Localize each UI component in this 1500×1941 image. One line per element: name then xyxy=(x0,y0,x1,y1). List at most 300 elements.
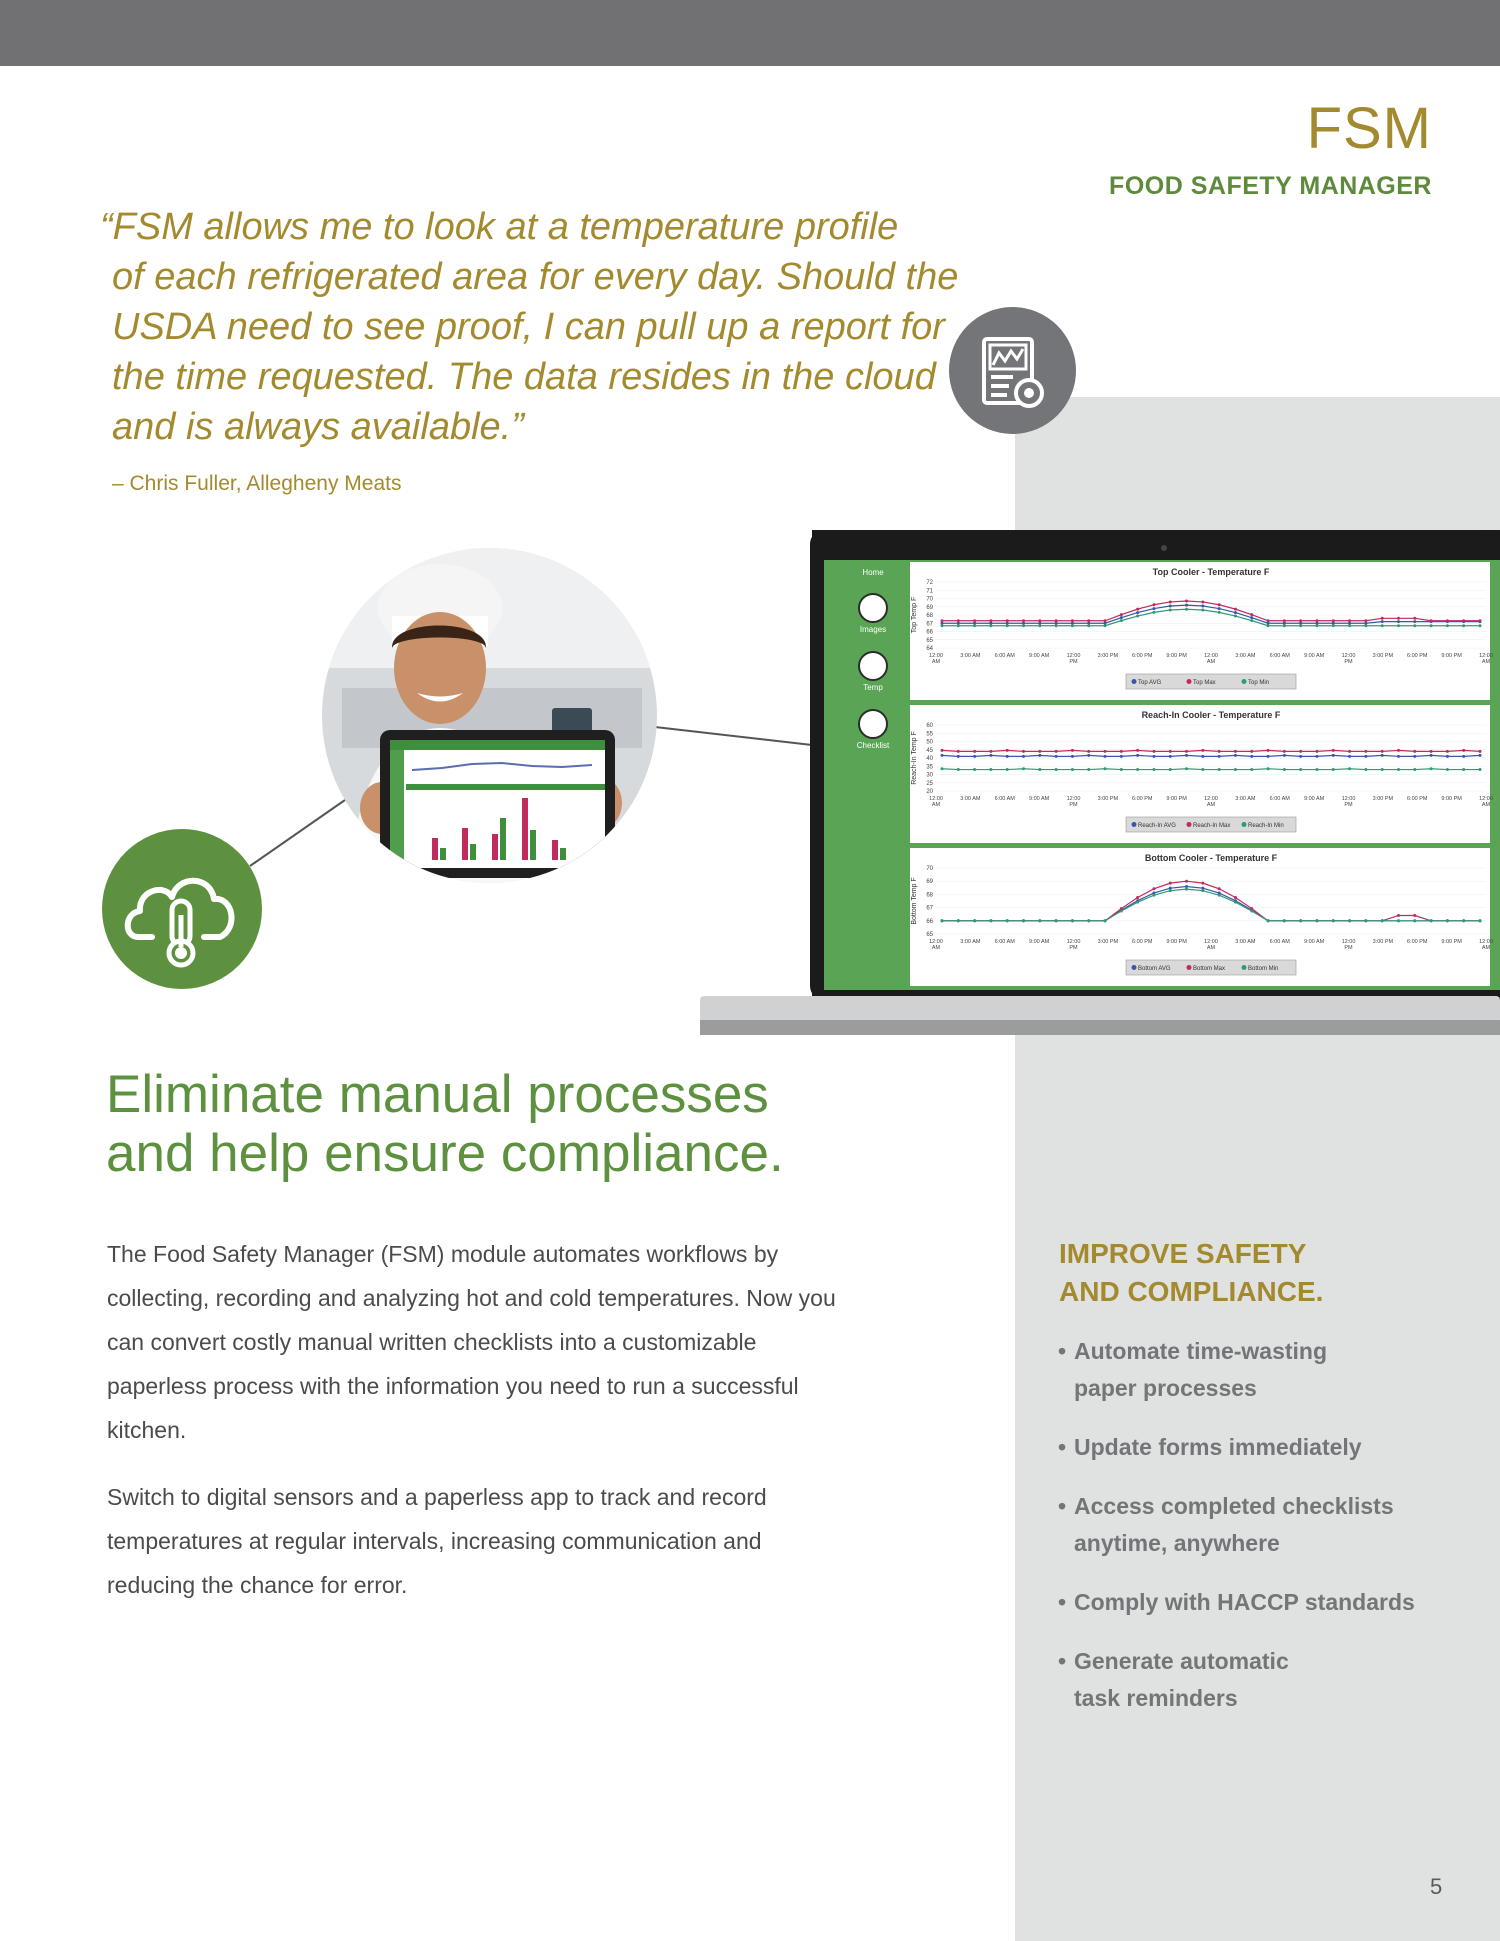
y-tick-label: 71 xyxy=(926,588,933,595)
series-point xyxy=(1152,750,1155,753)
series-point xyxy=(1201,882,1204,885)
y-tick-label: 68 xyxy=(926,613,933,619)
series-point xyxy=(1169,600,1172,603)
sidebar-label: Images xyxy=(859,625,887,634)
series-point xyxy=(1022,919,1025,922)
series-point xyxy=(1283,624,1286,627)
series-point xyxy=(1185,880,1188,883)
y-tick-label: 67 xyxy=(926,621,933,628)
chart-ylabel: Top Temp F xyxy=(911,596,918,634)
series-point xyxy=(1413,617,1416,620)
sidebar-item-images[interactable] xyxy=(859,594,887,634)
series-point xyxy=(1055,768,1058,771)
legend-label: Bottom Min xyxy=(1248,966,1279,972)
series-point xyxy=(1152,603,1155,606)
benefit-line: • Generate automatic xyxy=(1074,1648,1289,1674)
series-point xyxy=(957,755,960,758)
series-point xyxy=(1120,755,1123,758)
series-point xyxy=(1364,750,1367,753)
series-point xyxy=(1413,755,1416,758)
sidebar-icon xyxy=(859,710,887,738)
body-paragraph-1: The Food Safety Manager (FSM) module automates workflows by collecting, recording and analyzing hot and cold temperatures. Now you can convert costly manual written checklists into a customizable paperless process with the information you need to run a successful kitchen. xyxy=(107,1241,836,1443)
series-point xyxy=(1038,624,1041,627)
x-tick-label: 3:00 AM xyxy=(1235,939,1256,945)
x-tick-label: 6:00 AM xyxy=(1269,939,1290,945)
series-point xyxy=(1430,767,1433,770)
legend-marker xyxy=(1132,965,1137,970)
x-tick-label: 12:00 PM xyxy=(1341,939,1356,951)
panel-heading xyxy=(1059,1235,1323,1311)
series-point xyxy=(1087,919,1090,922)
series-point xyxy=(1479,624,1482,627)
series-point xyxy=(1006,624,1009,627)
series-point xyxy=(1479,619,1482,622)
x-tick-label: 6:00 AM xyxy=(1269,653,1290,659)
y-tick-label: 66 xyxy=(926,629,933,636)
series-point xyxy=(1348,755,1351,758)
series-point xyxy=(1185,604,1188,607)
series-point xyxy=(1185,750,1188,753)
series-point xyxy=(1152,755,1155,758)
x-tick-label: 6:00 AM xyxy=(994,653,1015,659)
legend-label: Reach-In Min xyxy=(1248,823,1284,829)
series-point xyxy=(1381,617,1384,620)
series-point xyxy=(1006,768,1009,771)
y-tick-label: 45 xyxy=(926,747,933,754)
series-point xyxy=(1413,750,1416,753)
series-point xyxy=(1234,768,1237,771)
section-headline xyxy=(106,1065,784,1183)
quote-line: “FSM allows me to look at a temperature profile xyxy=(100,206,899,248)
series-point xyxy=(1071,624,1074,627)
x-tick-label: 9:00 PM xyxy=(1166,653,1187,659)
benefit-item xyxy=(1058,1488,1415,1562)
series-point xyxy=(1446,755,1449,758)
series-point xyxy=(1120,616,1123,619)
series-point xyxy=(1185,885,1188,888)
series-point xyxy=(1332,768,1335,771)
connector-line xyxy=(250,800,345,866)
x-tick-label: 9:00 AM xyxy=(1029,796,1050,802)
series-point xyxy=(1267,767,1270,770)
y-tick-label: 65 xyxy=(926,932,933,938)
legend-marker xyxy=(1242,822,1247,827)
body-paragraph-2: Switch to digital sensors and a paperless app to track and record temperatures at regular intervals, increasing communication and reducing the chance for error. xyxy=(107,1484,767,1598)
y-tick-label: 55 xyxy=(926,731,933,738)
y-tick-label: 67 xyxy=(926,905,933,912)
quote-attribution: – Chris Fuller, Allegheny Meats xyxy=(112,472,402,495)
series-point xyxy=(1201,609,1204,612)
x-tick-label: 3:00 AM xyxy=(1235,796,1256,802)
x-tick-label: 3:00 AM xyxy=(960,939,981,945)
x-tick-label: 12:00 PM xyxy=(1066,939,1081,951)
y-tick-label: 72 xyxy=(926,580,933,586)
benefits-list xyxy=(1058,1333,1415,1739)
series-point xyxy=(1381,620,1384,623)
series-point xyxy=(1364,919,1367,922)
x-tick-label: 6:00 PM xyxy=(1132,796,1153,802)
top-bar xyxy=(0,0,1500,66)
series-point xyxy=(1315,755,1318,758)
series-point xyxy=(1006,755,1009,758)
series-point xyxy=(1055,750,1058,753)
series-point xyxy=(1201,600,1204,603)
series-point xyxy=(1283,750,1286,753)
series-point xyxy=(1185,888,1188,891)
series-point xyxy=(1022,755,1025,758)
series-point xyxy=(1071,749,1074,752)
report-chart-icon xyxy=(949,307,1076,434)
y-tick-label: 30 xyxy=(926,772,933,779)
cloud-thermometer-icon xyxy=(102,829,262,989)
series-point xyxy=(1022,619,1025,622)
legend-marker xyxy=(1242,679,1247,684)
sidebar-label: Temp xyxy=(863,683,883,692)
series-point xyxy=(1055,624,1058,627)
legend-marker xyxy=(1187,965,1192,970)
legend-label: Reach-In Max xyxy=(1193,823,1231,829)
series-point xyxy=(1201,768,1204,771)
series-point xyxy=(973,624,976,627)
benefit-item xyxy=(1058,1584,1415,1621)
x-tick-label: 12:00 AM xyxy=(1204,653,1218,665)
series-point xyxy=(1283,919,1286,922)
x-tick-label: 6:00 AM xyxy=(994,796,1015,802)
series-point xyxy=(1462,755,1465,758)
series-point xyxy=(1250,910,1253,913)
series-point xyxy=(1087,619,1090,622)
series-point xyxy=(1430,750,1433,753)
y-tick-label: 64 xyxy=(926,646,933,652)
series-point xyxy=(1169,882,1172,885)
chart-title: Reach-In Cooler - Temperature F xyxy=(1141,710,1281,720)
series-point xyxy=(1218,894,1221,897)
benefit-line: • Update forms immediately xyxy=(1074,1434,1362,1460)
series-point xyxy=(1104,767,1107,770)
x-tick-label: 6:00 PM xyxy=(1132,653,1153,659)
x-tick-label: 12:00 AM xyxy=(929,796,943,808)
series-point xyxy=(1479,919,1482,922)
series-point xyxy=(1397,755,1400,758)
temperature-chart xyxy=(910,705,1493,843)
series-point xyxy=(1218,603,1221,606)
series-point xyxy=(989,619,992,622)
legend-label: Bottom AVG xyxy=(1138,966,1171,972)
sidebar-icon xyxy=(859,594,887,622)
series-point xyxy=(1397,749,1400,752)
x-tick-label: 3:00 PM xyxy=(1097,796,1119,802)
x-tick-label: 3:00 PM xyxy=(1097,939,1119,945)
series-point xyxy=(1087,754,1090,757)
chart-legend xyxy=(1126,817,1296,832)
series-point xyxy=(973,750,976,753)
series-point xyxy=(1397,620,1400,623)
x-tick-label: 12:00 AM xyxy=(929,653,943,665)
series-point xyxy=(1234,615,1237,618)
series-point xyxy=(1462,749,1465,752)
x-tick-label: 6:00 PM xyxy=(1407,653,1428,659)
series-point xyxy=(1381,624,1384,627)
series-point xyxy=(1136,749,1139,752)
series-point xyxy=(1413,620,1416,623)
x-tick-label: 9:00 PM xyxy=(1441,796,1462,802)
y-tick-label: 70 xyxy=(926,866,933,872)
series-point xyxy=(1267,919,1270,922)
x-tick-label: 12:00 AM xyxy=(1479,939,1493,951)
series-point xyxy=(1413,914,1416,917)
series-point xyxy=(1136,611,1139,614)
x-tick-label: 12:00 AM xyxy=(1479,796,1493,808)
x-tick-label: 12:00 AM xyxy=(1204,939,1218,951)
x-tick-label: 3:00 PM xyxy=(1097,653,1119,659)
series-point xyxy=(1071,755,1074,758)
series-point xyxy=(1250,616,1253,619)
series-point xyxy=(1446,619,1449,622)
x-tick-label: 3:00 AM xyxy=(960,653,981,659)
series-point xyxy=(1299,619,1302,622)
series-point xyxy=(957,624,960,627)
series-point xyxy=(1201,889,1204,892)
series-point xyxy=(973,619,976,622)
x-tick-label: 9:00 AM xyxy=(1304,939,1325,945)
series-point xyxy=(1479,768,1482,771)
benefit-item xyxy=(1058,1643,1415,1717)
series-point xyxy=(989,754,992,757)
legend-label: Bottom Max xyxy=(1193,966,1226,972)
x-tick-label: 12:00 PM xyxy=(1341,653,1356,665)
series-point xyxy=(1185,599,1188,602)
series-point xyxy=(1120,910,1123,913)
series-point xyxy=(989,768,992,771)
series-point xyxy=(1299,768,1302,771)
series-point xyxy=(941,767,944,770)
chart-ylabel: Reach-In Temp F xyxy=(911,731,918,785)
x-tick-label: 9:00 PM xyxy=(1166,796,1187,802)
series-point xyxy=(1152,768,1155,771)
headline-line: and help ensure compliance. xyxy=(106,1124,784,1183)
series-point xyxy=(1152,611,1155,614)
series-point xyxy=(1364,624,1367,627)
y-tick-label: 70 xyxy=(926,596,933,603)
series-point xyxy=(1446,768,1449,771)
laptop-dashboard xyxy=(700,530,1500,1035)
y-tick-label: 69 xyxy=(926,604,933,611)
y-tick-label: 40 xyxy=(926,756,933,762)
testimonial-quote xyxy=(100,202,959,452)
series-point xyxy=(1267,619,1270,622)
x-tick-label: 9:00 AM xyxy=(1029,939,1050,945)
series-point xyxy=(957,768,960,771)
series-point xyxy=(1283,754,1286,757)
y-tick-label: 25 xyxy=(926,780,933,787)
chart-legend xyxy=(1126,960,1296,975)
y-tick-label: 66 xyxy=(926,918,933,925)
series-point xyxy=(1462,919,1465,922)
series-point xyxy=(989,624,992,627)
series-point xyxy=(1038,919,1041,922)
series-point xyxy=(1136,754,1139,757)
series-point xyxy=(1397,624,1400,627)
sidebar-item-checklist[interactable] xyxy=(857,710,890,750)
series-point xyxy=(1364,619,1367,622)
series-point xyxy=(1364,755,1367,758)
series-point xyxy=(1299,624,1302,627)
series-point xyxy=(941,624,944,627)
series-point xyxy=(1234,754,1237,757)
series-point xyxy=(1038,619,1041,622)
series-point xyxy=(1022,750,1025,753)
series-point xyxy=(1169,609,1172,612)
series-point xyxy=(1446,919,1449,922)
series-point xyxy=(1397,617,1400,620)
series-point xyxy=(1087,768,1090,771)
series-point xyxy=(1234,901,1237,904)
series-point xyxy=(1218,887,1221,890)
series-point xyxy=(1055,619,1058,622)
series-point xyxy=(1397,914,1400,917)
x-tick-label: 6:00 AM xyxy=(994,939,1015,945)
benefit-item xyxy=(1058,1333,1415,1407)
legend-marker xyxy=(1187,822,1192,827)
series-point xyxy=(1071,619,1074,622)
series-point xyxy=(1381,754,1384,757)
series-point xyxy=(941,919,944,922)
series-point xyxy=(1348,750,1351,753)
series-point xyxy=(973,919,976,922)
x-tick-label: 12:00 PM xyxy=(1066,796,1081,808)
series-point xyxy=(1413,768,1416,771)
series-point xyxy=(957,619,960,622)
series-point xyxy=(1430,624,1433,627)
page-number: 5 xyxy=(1430,1874,1443,1899)
series-point xyxy=(1185,754,1188,757)
series-point xyxy=(1234,611,1237,614)
series-point xyxy=(1201,604,1204,607)
series-point xyxy=(1136,901,1139,904)
series-point xyxy=(1250,619,1253,622)
series-point xyxy=(1201,755,1204,758)
laptop-svg xyxy=(700,530,1500,1035)
x-tick-label: 9:00 PM xyxy=(1441,653,1462,659)
panel-heading-line: AND COMPLIANCE. xyxy=(1059,1276,1324,1307)
legend-marker xyxy=(1132,822,1137,827)
x-tick-label: 6:00 AM xyxy=(1269,796,1290,802)
legend-marker xyxy=(1187,679,1192,684)
series-point xyxy=(1332,749,1335,752)
series-point xyxy=(957,919,960,922)
series-point xyxy=(1479,754,1482,757)
series-point xyxy=(1332,619,1335,622)
series-point xyxy=(1071,768,1074,771)
series-point xyxy=(1218,755,1221,758)
x-tick-label: 12:00 AM xyxy=(929,939,943,951)
y-tick-label: 20 xyxy=(926,789,933,795)
benefit-line: • Automate time-wasting xyxy=(1074,1338,1328,1364)
series-point xyxy=(989,750,992,753)
series-point xyxy=(1413,624,1416,627)
series-point xyxy=(1120,750,1123,753)
y-tick-label: 35 xyxy=(926,764,933,771)
series-point xyxy=(941,619,944,622)
y-tick-label: 68 xyxy=(926,892,933,899)
series-point xyxy=(1006,749,1009,752)
series-point xyxy=(1381,768,1384,771)
panel-heading-line: IMPROVE SAFETY xyxy=(1059,1238,1307,1269)
series-point xyxy=(1169,604,1172,607)
series-point xyxy=(1104,750,1107,753)
series-point xyxy=(1267,755,1270,758)
x-tick-label: 12:00 PM xyxy=(1066,653,1081,665)
brand-title: FSM xyxy=(1306,96,1432,161)
x-tick-label: 6:00 PM xyxy=(1132,939,1153,945)
series-point xyxy=(1397,919,1400,922)
series-point xyxy=(1234,750,1237,753)
x-tick-label: 12:00 AM xyxy=(1204,796,1218,808)
temperature-chart xyxy=(910,848,1493,986)
series-point xyxy=(989,919,992,922)
series-point xyxy=(1364,768,1367,771)
series-point xyxy=(973,755,976,758)
series-point xyxy=(941,749,944,752)
series-point xyxy=(1104,619,1107,622)
series-point xyxy=(1332,624,1335,627)
series-point xyxy=(1299,919,1302,922)
series-point xyxy=(1267,749,1270,752)
x-tick-label: 9:00 AM xyxy=(1304,653,1325,659)
series-point xyxy=(1120,768,1123,771)
y-tick-label: 60 xyxy=(926,723,933,729)
x-tick-label: 12:00 AM xyxy=(1479,653,1493,665)
series-point xyxy=(1185,767,1188,770)
series-point xyxy=(1299,750,1302,753)
benefit-line: paper processes xyxy=(1074,1375,1257,1401)
series-point xyxy=(1446,750,1449,753)
y-tick-label: 69 xyxy=(926,879,933,886)
temperature-chart xyxy=(910,562,1493,700)
sidebar-item-home[interactable] xyxy=(862,568,884,577)
series-point xyxy=(1348,919,1351,922)
series-point xyxy=(1038,754,1041,757)
series-point xyxy=(1381,919,1384,922)
series-point xyxy=(1136,608,1139,611)
series-point xyxy=(1250,750,1253,753)
x-tick-label: 9:00 AM xyxy=(1029,653,1050,659)
series-point xyxy=(957,750,960,753)
series-point xyxy=(1152,887,1155,890)
series-point xyxy=(1315,750,1318,753)
sidebar-label: Home xyxy=(862,568,884,577)
series-point xyxy=(1381,750,1384,753)
x-tick-label: 6:00 PM xyxy=(1407,939,1428,945)
series-point xyxy=(1315,624,1318,627)
series-point xyxy=(1136,615,1139,618)
x-tick-label: 9:00 AM xyxy=(1304,796,1325,802)
series-point xyxy=(1022,767,1025,770)
series-point xyxy=(1430,754,1433,757)
series-point xyxy=(1120,613,1123,616)
series-point xyxy=(1250,613,1253,616)
series-point xyxy=(1332,754,1335,757)
series-point xyxy=(1479,750,1482,753)
x-tick-label: 3:00 PM xyxy=(1372,939,1394,945)
series-point xyxy=(1152,607,1155,610)
series-point xyxy=(1332,919,1335,922)
series-point xyxy=(973,768,976,771)
series-point xyxy=(1430,919,1433,922)
series-point xyxy=(1250,768,1253,771)
x-tick-label: 3:00 AM xyxy=(1235,653,1256,659)
series-point xyxy=(1234,896,1237,899)
